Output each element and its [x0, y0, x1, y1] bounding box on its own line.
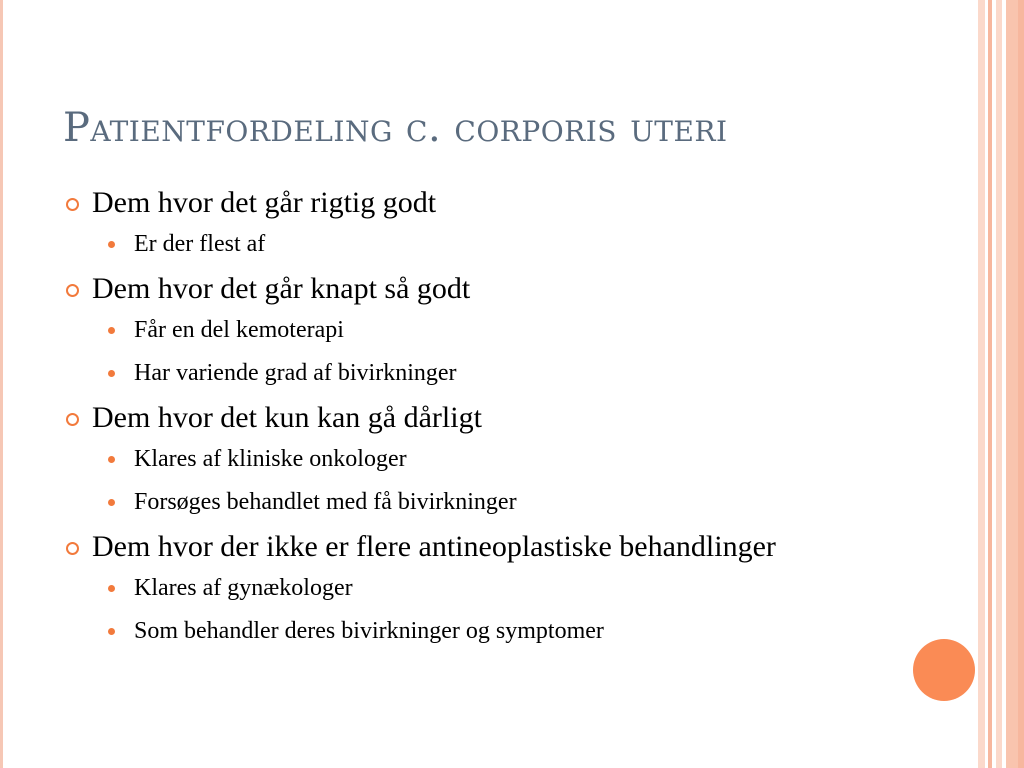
- bullet-list: [66, 186, 826, 659]
- ring-bullet-icon: [66, 284, 79, 297]
- dot-bullet-icon: [108, 499, 115, 506]
- bullet-text: Dem hvor det går rigtig godt: [92, 186, 437, 219]
- bullet-group: [66, 401, 826, 517]
- sub-bullet-text: Som behandler deres bivirkninger og symptomer: [134, 618, 604, 644]
- bullet-item: [66, 401, 826, 435]
- left-border-decoration: [0, 0, 3, 768]
- bullet-group: [66, 272, 826, 388]
- bullet-item: [66, 272, 826, 306]
- bullet-text: Dem hvor der ikke er flere antineoplastiske behandlinger: [92, 530, 776, 563]
- dot-bullet-icon: [108, 327, 115, 334]
- sub-bullet-text: Klares af kliniske onkologer: [134, 446, 407, 472]
- ring-bullet-icon: [66, 542, 79, 555]
- sub-bullet-item: [66, 229, 826, 259]
- sub-bullet-item: [66, 616, 826, 646]
- bullet-text: Dem hvor det kun kan gå dårligt: [92, 401, 482, 434]
- ring-bullet-icon: [66, 198, 79, 211]
- dot-bullet-icon: [108, 370, 115, 377]
- bullet-item: [66, 186, 826, 220]
- dot-bullet-icon: [108, 241, 115, 248]
- sub-bullet-text: Er der flest af: [134, 231, 266, 257]
- sub-bullet-text: Forsøges behandlet med få bivirkninger: [134, 489, 517, 515]
- slide-title: Patientfordeling c. corporis uteri: [63, 105, 728, 151]
- dot-bullet-icon: [108, 628, 115, 635]
- right-stripe-decoration: [1018, 0, 1024, 768]
- ring-bullet-icon: [66, 413, 79, 426]
- sub-bullet-text: Har variende grad af bivirkninger: [134, 360, 457, 386]
- right-stripe-decoration: [978, 0, 985, 768]
- dot-bullet-icon: [108, 456, 115, 463]
- sub-bullet-text: Klares af gynækologer: [134, 575, 353, 601]
- sub-bullet-item: [66, 487, 826, 517]
- dot-bullet-icon: [108, 585, 115, 592]
- bullet-text: Dem hvor det går knapt så godt: [92, 272, 471, 305]
- sub-bullet-item: [66, 444, 826, 474]
- sub-bullet-text: Får en del kemoterapi: [134, 317, 344, 343]
- bullet-group: [66, 186, 826, 259]
- sub-bullet-item: [66, 315, 826, 345]
- sub-bullet-item: [66, 358, 826, 388]
- sub-bullet-item: [66, 573, 826, 603]
- bullet-group: [66, 530, 826, 646]
- bullet-item: [66, 530, 826, 564]
- orange-circle-decoration: [913, 639, 975, 701]
